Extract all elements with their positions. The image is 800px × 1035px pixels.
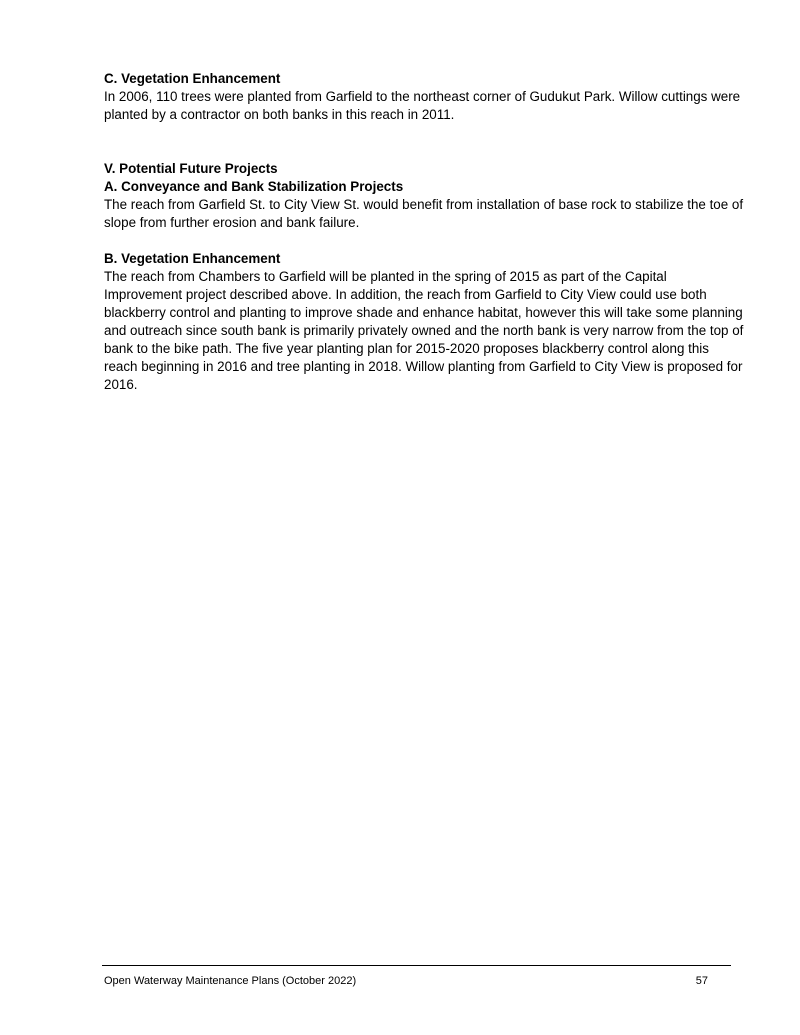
section-paragraph: The reach from Chambers to Garfield will be planted in the spring of 2015 as part of the Capital Improvement project described above. In addition, the reach from Garfield to City View could use both blackberry control and planting to improve shade and enhance habitat, however this will take some planning and outreach since south bank is primarily privately owned and the north bank is very narrow from the top of bank to the bike path. The five year planting plan for 2015-2020 proposes blackberry control along this reach beginning in 2016 and tree planting in 2018. Willow planting from Garfield to City View is proposed for 2016.: [104, 269, 744, 392]
section-heading: C. Vegetation Enhancement: [104, 71, 281, 86]
section-potential-future-projects: [104, 160, 744, 178]
spacer: [104, 232, 744, 250]
section-vegetation-enhancement-c: [104, 70, 744, 124]
section-vegetation-enhancement-b: [104, 250, 744, 394]
spacer: [104, 124, 744, 160]
section-paragraph: In 2006, 110 trees were planted from Garfield to the northeast corner of Gudukut Park. Willow cuttings were planted by a contractor on both banks in this reach in 2011.: [104, 89, 741, 122]
section-conveyance-bank-stabilization: [104, 178, 744, 232]
footer-divider: [102, 965, 731, 966]
section-heading: B. Vegetation Enhancement: [104, 251, 281, 266]
footer-page-number: 57: [695, 975, 708, 987]
chapter-heading: V. Potential Future Projects: [104, 161, 278, 176]
section-heading: A. Conveyance and Bank Stabilization Projects: [104, 179, 404, 194]
page-content: [104, 70, 744, 394]
section-paragraph: The reach from Garfield St. to City View St. would benefit from installation of base rock to stabilize the toe of slope from further erosion and bank failure.: [104, 197, 744, 230]
footer-document-title: Open Waterway Maintenance Plans (October 2022): [104, 975, 357, 987]
